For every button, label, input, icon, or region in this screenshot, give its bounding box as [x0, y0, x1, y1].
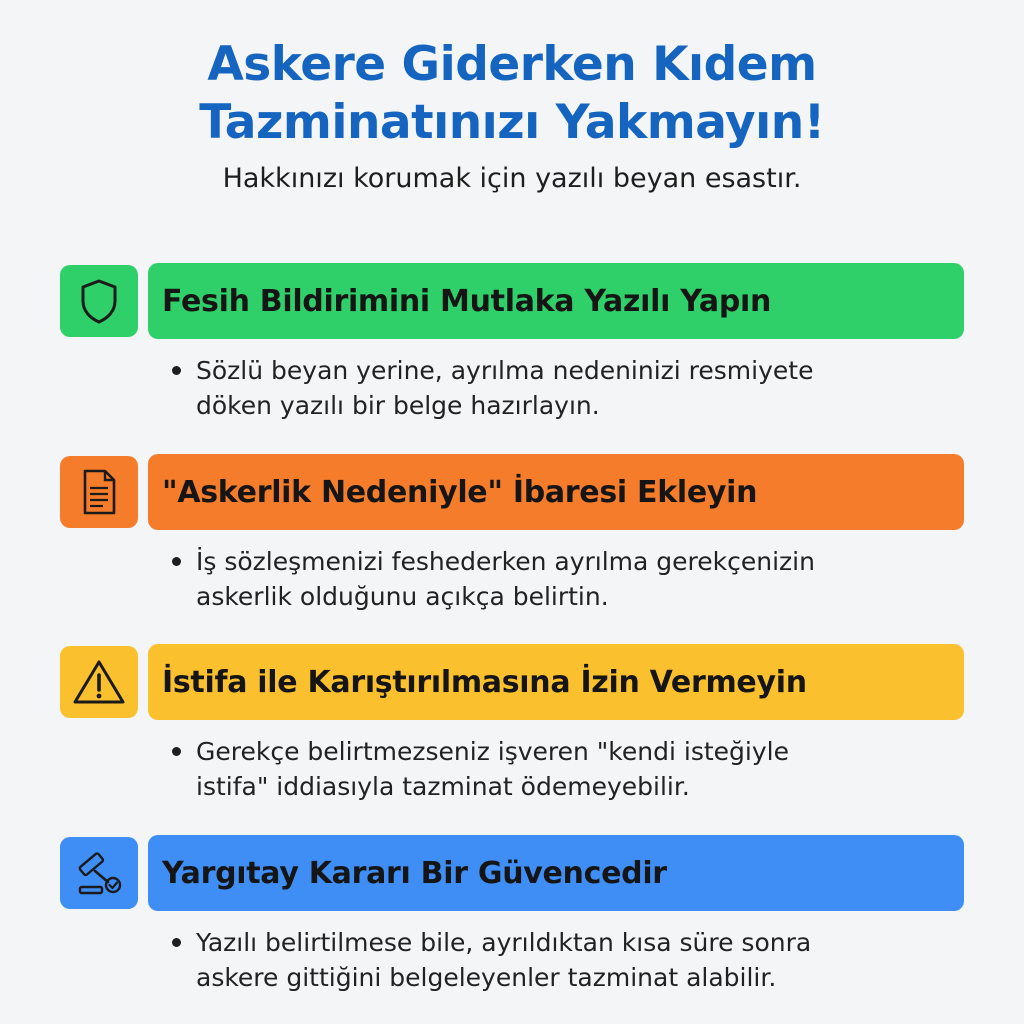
section-written-notice [60, 263, 966, 423]
section-bullet [172, 544, 966, 614]
section-heading-bar [148, 835, 964, 911]
shield-icon [60, 265, 138, 337]
bullet-line-2: askerlik olduğunu açıkça belirtin. [196, 582, 609, 611]
section-heading: Fesih Bildirimini Mutlaka Yazılı Yapın [162, 283, 772, 319]
section-header-row [60, 263, 966, 339]
title-line-2: Tazminatınızı Yakmayın! [199, 95, 825, 150]
page-subtitle: Hakkınızı korumak için yazılı beyan esastır. [222, 163, 802, 194]
bullet-line-2: istifa" iddiasıyla tazminat ödemeyebilir. [196, 772, 690, 801]
header [0, 36, 1024, 196]
section-heading: "Askerlik Nedeniyle" İbaresi Ekleyin [162, 474, 758, 510]
gavel-icon [60, 837, 138, 909]
section-header-row [60, 835, 966, 911]
section-bullet [172, 925, 966, 995]
bullet-line-1: Yazılı belirtilmese bile, ayrıldıktan kısa süre sonra [196, 928, 812, 957]
section-bullet [172, 734, 966, 804]
section-heading-bar [148, 454, 964, 530]
section-heading-bar [148, 644, 964, 720]
section-bullet [172, 353, 966, 423]
warning-icon [60, 646, 138, 718]
title-line-1: Askere Giderken Kıdem [207, 37, 817, 92]
section-heading: İstifa ile Karıştırılmasına İzin Vermeyin [162, 664, 807, 700]
page-title [0, 36, 1024, 152]
bullet-line-1: Gerekçe belirtmezseniz işveren "kendi isteğiyle [196, 737, 789, 766]
section-header-row [60, 454, 966, 530]
section-heading: Yargıtay Kararı Bir Güvencedir [162, 855, 667, 891]
document-icon [60, 456, 138, 528]
bullet-line-2: askere gittiğini belgeleyenler tazminat alabilir. [196, 963, 777, 992]
bullet-line-1: İş sözleşmenizi feshederken ayrılma gerekçenizin [196, 547, 815, 576]
section-resignation-warning [60, 644, 966, 804]
bullet-line-2: döken yazılı bir belge hazırlayın. [196, 391, 600, 420]
section-supreme-court [60, 835, 966, 995]
bullet-line-1: Sözlü beyan yerine, ayrılma nedeninizi resmiyete [196, 356, 814, 385]
section-header-row [60, 644, 966, 720]
section-military-reason [60, 454, 966, 614]
section-heading-bar [148, 263, 964, 339]
